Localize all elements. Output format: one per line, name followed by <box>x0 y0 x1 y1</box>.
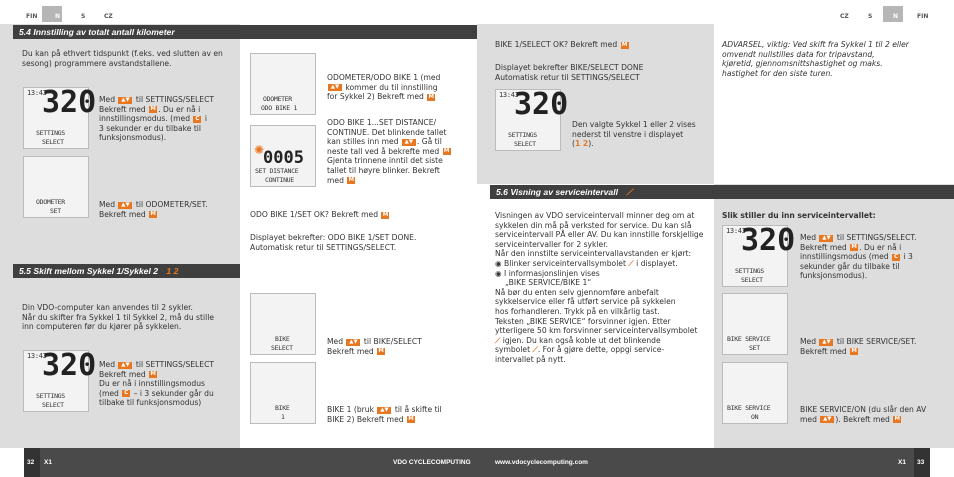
lcd-line2: SELECT <box>514 140 536 148</box>
up-down-key: ▲▼ <box>118 202 132 209</box>
lcd-line2: SELECT <box>42 401 64 409</box>
m-key: M <box>851 244 857 251</box>
lang-n-right: N <box>893 13 899 20</box>
lcd-big-value: 320 <box>514 87 569 122</box>
up-down-key: ▲▼ <box>118 362 132 369</box>
section-5-6-title: 5.6 Visning av serviceintervall <box>496 187 618 197</box>
lcd-line1: SETTINGS <box>735 267 764 275</box>
section-5-5-title: 5.5 Skift mellom Sykkel 1/Sykkel 2 <box>19 266 159 276</box>
footer-brand: VDO CYCLECOMPUTING <box>393 459 471 466</box>
wrench-icon: ⟋ <box>495 335 501 345</box>
up-down-key: ▲▼ <box>819 339 833 346</box>
m-key: M <box>382 211 389 218</box>
s54-step3: ODOMETER/ODO BIKE 1 (med ▲▼ kommer du til innstilling for Sykkel 2) Bekreft med M <box>327 73 441 102</box>
lcd-line1: ODOMETER <box>263 95 292 103</box>
s55-step1: Med ▲▼ til SETTINGS/SELECT Bekreft med M Du er nå i innstillingsmodus (med C – i 3 sekunder går du tilbake til funksjonsmodus) <box>99 360 215 408</box>
wrench-icon: ⟋ <box>628 258 634 268</box>
bike-1-2-icon: 1 2 <box>166 266 179 276</box>
s56-step1: Med ▲▼ til SETTINGS/SELECT. Bekreft med M . Du er nå i innstillingsmodus (med C i 3 sekunder går du tilbake til funksjonsmodus). <box>800 233 917 281</box>
m-key: M <box>150 371 156 378</box>
section-5-5-header <box>13 264 240 278</box>
up-down-key: ▲▼ <box>118 97 132 104</box>
bike-1-2-icon: 1 2 <box>574 139 589 149</box>
s55-step2: Med ▲▼ til BIKE/SELECT Bekreft med M <box>327 337 422 356</box>
lcd-line2: CONTINUE <box>265 176 294 184</box>
lcd-line1: BIKE SERVICE <box>727 404 771 412</box>
s56-bullet-2: ◉ I informasjonslinjen vises <box>495 268 600 278</box>
m-key: M <box>851 348 857 355</box>
wrench-icon: ⟋ <box>532 345 538 355</box>
s55-intro: Din VDO-computer kan anvendes til 2 sykler. Når du skifter fra Sykkel 1 til Sykkel 2, må du stille inn computeren før du kjører på sykkelen. <box>22 303 214 332</box>
footer-page-left: 32 <box>27 459 35 466</box>
lcd-line2: SELECT <box>42 138 64 146</box>
lcd-line2: SELECT <box>271 344 293 352</box>
up-down-key: ▲▼ <box>820 416 834 423</box>
lcd-line1: BIKE <box>275 404 290 412</box>
lcd-line1: SET DISTANCE <box>255 167 299 175</box>
s54-intro: Du kan på ethvert tidspunkt (f.eks. ved slutten av en sesong) programmere avstandstallene. <box>22 49 223 68</box>
m-key: M <box>428 93 434 100</box>
footer-model-right: X1 <box>898 459 906 466</box>
footer-url: www.vdocyclecomputing.com <box>495 459 588 466</box>
s56-step2: Med ▲▼ til BIKE SERVICE/SET. Bekreft med M <box>800 337 917 356</box>
bike-select-done: Displayet bekrefter BIKE/SELECT DONE Automatisk retur til SETTINGS/SELECT <box>495 63 644 82</box>
m-key: M <box>150 106 156 113</box>
s54-step1: Med ▲▼ til SETTINGS/SELECT Bekreft med M . Du er nå i innstillingsmodus. (med C i 3 sekunder er du tilbake til funksjonsmodus). <box>99 95 215 143</box>
s54-step4: ODO BIKE 1...SET DISTANCE/ CONTINUE. Det blinkende tallet kan stilles inn med ▲▼ . Gå til neste tall ved å bekrefte med M Gjenta trinnene inntil det siste tallet til høyre blinker. Bekreft med M <box>327 118 450 185</box>
lcd-time: 13:43 <box>27 89 47 97</box>
s56-bullet-1: ◉ Blinker serviceintervallsymbolet ⟋ i displayet. <box>495 258 678 268</box>
s55-step3: BIKE 1 (bruk ▲▼ til å skifte til BIKE 2) Bekreft med M <box>327 405 442 424</box>
up-down-key: ▲▼ <box>819 235 833 242</box>
lang-s-right: S <box>868 13 873 20</box>
c-key: C <box>124 390 129 397</box>
lcd-big-value: 320 <box>42 348 97 383</box>
lcd-big-value: 320 <box>42 85 97 120</box>
lang-fin-right: FIN <box>917 13 929 20</box>
bullet-icon: ◉ <box>495 268 505 278</box>
warning-text: ADVARSEL, viktig: Ved skift fra Sykkel 1 til 2 eller omvendt nullstilles data for tripavstand, kjøretid, gjennomsnittshastighet og maks. hastighet for den siste turen. <box>722 40 909 78</box>
lcd-line1: SETTINGS <box>36 392 65 400</box>
m-key: M <box>894 416 900 423</box>
lcd-line2: SELECT <box>741 276 763 284</box>
m-key: M <box>408 416 414 423</box>
lcd-bike-service-set <box>722 293 788 355</box>
lang-cz-left: CZ <box>104 13 113 20</box>
s54-step2: Med ▲▼ til ODOMETER/SET. Bekreft med M <box>99 200 208 219</box>
lcd-line1: ODOMETER <box>36 198 65 206</box>
bike-indicator-note: Den valgte Sykkel 1 eller 2 vises nederst til venstre i displayet (1 2). <box>572 120 696 149</box>
lcd-time: 13:43 <box>27 352 47 360</box>
lcd-line1: SETTINGS <box>508 131 537 139</box>
lcd-time: 13:43 <box>499 91 519 99</box>
m-key: M <box>150 211 156 218</box>
s54-odo-done: Displayet bekrefter: ODO BIKE 1/SET DONE. Automatisk retur til SETTINGS/SELECT. <box>250 233 417 252</box>
lcd-settings-select-2 <box>23 348 97 412</box>
lcd-line2: 1 <box>281 413 285 421</box>
lcd-odometer-odo-bike1 <box>250 53 316 115</box>
c-key: C <box>893 253 899 260</box>
lcd-settings-select-3 <box>495 87 569 151</box>
section-5-4-header: 5.4 Innstilling av totalt antall kilometer <box>13 25 477 39</box>
lcd-line1: BIKE SERVICE <box>727 335 771 343</box>
lcd-bike-1 <box>250 362 316 424</box>
lang-s-left: S <box>81 13 86 20</box>
lcd-settings-select <box>23 85 97 149</box>
lcd-big-value: 320 <box>741 223 796 258</box>
bike-select-ok: BIKE 1/SELECT OK? Bekreft med M <box>495 40 628 49</box>
wrench-icon: ⟋ <box>626 187 633 197</box>
lcd-digits: 0005 <box>263 148 304 168</box>
s56-body: Visningen av VDO serviceintervall minner deg om at sykkelen din må på verksted for service. Du kan slå serviceintervall PÅ eller AV. Du kan innstille forskjellige serviceintervaller for 2 sykler. Når den innstilte serviceintervallavstanden er kjørt: ◉ Blinker serviceintervallsymbolet ⟋ i displayet. ◉ I informasjonslinjen vises „BIKE SERVICE/BIKE 1“ Nå bør du enten selv gjennomføre anbefalt sykkelservice eller få utført service på sykkelen hos forhandleren. Trykk på en vilkårlig tast. Teksten „BIKE SERVICE“ forsvinner igjen. Etter ytterligere 50 km forsvinner serviceintervallsymbolet ⟋ igjen. Du kan også koble ut det blinkende symbolet ⟋. For å gjøre dette, oppgi service- intervallet på nytt. <box>495 211 710 365</box>
m-key: M <box>443 148 450 155</box>
lcd-settings-select-4 <box>722 223 796 287</box>
c-key: C <box>195 115 200 122</box>
blink-indicator-icon: ✺ <box>254 143 265 157</box>
up-down-key: ▲▼ <box>328 84 342 91</box>
lcd-bike-service-on <box>722 362 788 424</box>
footer-model-left: X1 <box>44 459 52 466</box>
footer-page-right: 33 <box>917 459 925 466</box>
lcd-time: 13:43 <box>726 227 746 235</box>
m-key: M <box>621 41 628 48</box>
lcd-line2: ON <box>751 413 759 421</box>
up-down-key: ▲▼ <box>377 407 391 414</box>
m-key: M <box>348 177 355 184</box>
lcd-line1: BIKE <box>275 335 290 343</box>
up-down-key: ▲▼ <box>402 139 416 146</box>
lcd-line1: SETTINGS <box>36 129 65 137</box>
s56-subheader: Slik stiller du inn serviceintervallet: <box>722 211 876 220</box>
lcd-line2: ODO BIKE 1 <box>261 104 298 112</box>
s54-odo-ok: ODO BIKE 1/SET OK? Bekreft med M <box>250 210 389 219</box>
s56-step3: BIKE SERVICE/ON (du slår den AV med ▲▼ ). Bekreft med M <box>800 405 927 424</box>
lcd-odometer-set <box>23 156 89 218</box>
lcd-line2: SET <box>749 344 760 352</box>
up-down-key: ▲▼ <box>346 339 360 346</box>
m-key: M <box>378 348 384 355</box>
section-5-6-header <box>490 185 954 199</box>
lang-n-left: N <box>55 13 61 20</box>
lcd-bike-select <box>250 293 316 355</box>
bullet-icon: ◉ <box>495 258 505 268</box>
lcd-set-distance <box>250 125 316 187</box>
lang-cz-right: CZ <box>840 13 849 20</box>
lcd-line2: SET <box>50 207 61 215</box>
lang-fin-left: FIN <box>26 13 38 20</box>
